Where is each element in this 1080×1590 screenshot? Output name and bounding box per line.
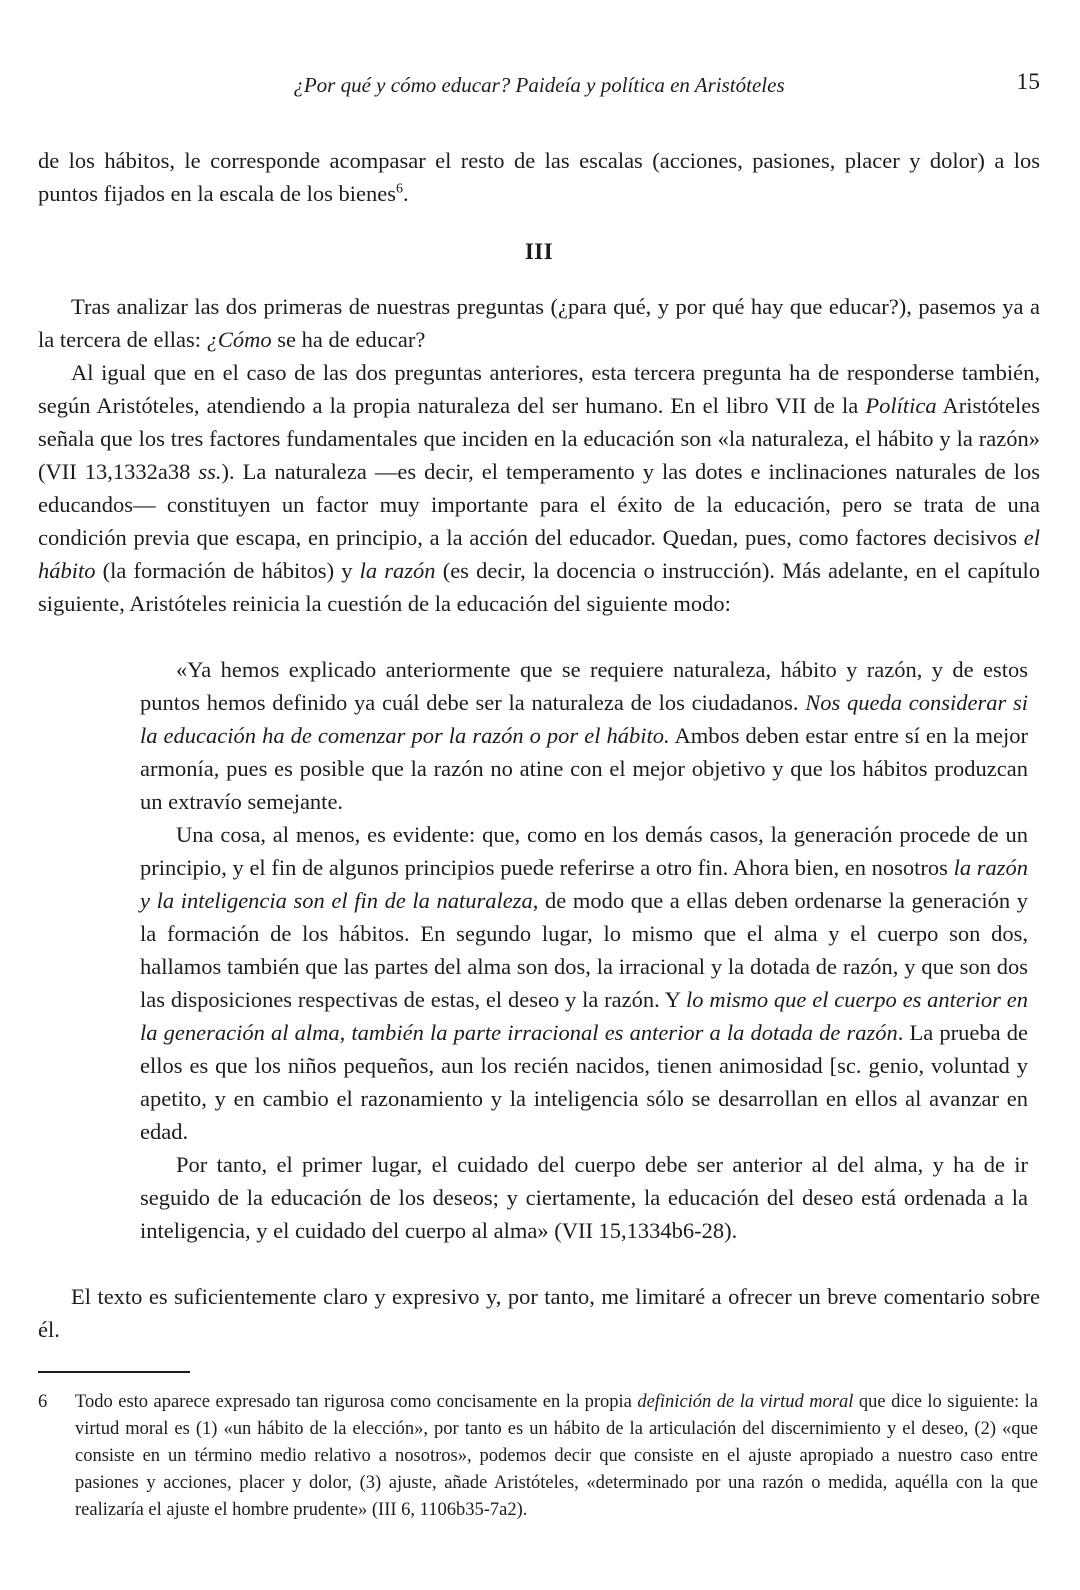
block-quote	[140, 653, 1028, 1247]
footnote-text: Todo esto aparece expresado tan rigurosa como concisamente en la propia definición de la virtud moral que dice lo siguiente: la virtud moral es (1) «un hábito de la elección», por tanto es un hábito de la articulación del discernimiento y el deseo, (2) «que consiste en un término medio relativo a nosotros», podemos decir que consiste en el ajuste apropiado a nuestro caso entre pasiones y acciones, placer y dolor, (3) ajuste, añade Aristóteles, «determinado por una razón o medida, aquélla con la que realizaría el ajuste el hombre prudente» (III 6, 1106b35-7a2).	[75, 1392, 1039, 1520]
footnote-number: 6	[38, 1392, 48, 1412]
footnote-area	[38, 1371, 1038, 1524]
quote-paragraph: Una cosa, al menos, es evidente: que, como en los demás casos, la generación procede de un principio, y el fin de algunos principios puede referirse a otro fin. Ahora bien, en nosotros la razón y la inteligencia son el fin de la naturaleza, de modo que a ellas deben ordenarse la generación y la formación de los hábitos. En segundo lugar, lo mismo que el alma y el cuerpo son dos, hallamos también que las partes del alma son dos, la irracional y la dotada de razón, y que son dos las disposiciones respectivas de estas, el deseo y la razón. Y lo mismo que el cuerpo es anterior en la generación al alma, también la parte irracional es anterior a la dotada de razón. La prueba de ellos es que los niños pequeños, aun los recién nacidos, tienen animosidad [sc. genio, voluntad y apetito, y en cambio el razonamiento y la inteligencia sólo se desarrollan en ellos al avanzar en edad.	[140, 822, 1029, 1144]
paragraph: Al igual que en el caso de las dos preguntas anteriores, esta tercera pregunta ha de responderse también, según Aristóteles, atendiendo a la propia naturaleza del ser humano. En el libro VII de la Política Aristóteles señala que los tres factores fundamentales que inciden en la educación son «la naturaleza, el hábito y la razón» (VII 13,1332a38 ss.). La naturaleza —es decir, el temperamento y las dotes e inclinaciones naturales de los educandos— constituyen un factor muy importante para el éxito de la educación, pero se trata de una condición previa que escapa, en principio, a la acción del educador. Quedan, pues, como factores decisivos el hábito (la formación de hábitos) y la razón (es decir, la docencia o instrucción). Más adelante, en el capítulo siguiente, Aristóteles reinicia la cuestión de la educación del siguiente modo:	[38, 360, 1040, 616]
page-number: 15	[1016, 69, 1040, 95]
paragraph: Tras analizar las dos primeras de nuestras preguntas (¿para qué, y por qué hay que educar?), pasemos ya a la tercera de ellas: ¿Cómo se ha de educar?	[38, 294, 1040, 352]
document-body	[38, 144, 1040, 1346]
paragraph-continuation: de los hábitos, le corresponde acompasar el resto de las escalas (acciones, pasiones, placer y dolor) a los puntos fijados en la escala de los bienes$^6$.	[38, 148, 1040, 206]
page-header	[38, 69, 1040, 98]
quote-paragraph: Por tanto, el primer lugar, el cuidado del cuerpo debe ser anterior al del alma, y ha de ir seguido de la educación de los deseos; y ciertamente, la educación del deseo está ordenada a la inteligencia, y el cuidado del cuerpo al alma» (VII 15,1334b6-28).	[140, 1152, 1028, 1243]
paragraph-closing: El texto es suficientemente claro y expresivo y, por tanto, me limitaré a ofrecer un breve comentario sobre él.	[38, 1284, 1040, 1342]
running-title: ¿Por qué y cómo educar? Paideía y política en Aristóteles	[293, 73, 785, 97]
quote-paragraph: «Ya hemos explicado anteriormente que se requiere naturaleza, hábito y razón, y de estos puntos hemos definido ya cuál debe ser la naturaleza de los ciudadanos. Nos queda considerar si la educación ha de comenzar por la razón o por el hábito. Ambos deben estar entre sí en la mejor armonía, pues es posible que la razón no atine con el mejor objetivo y que los hábitos produzcan un extravío semejante.	[140, 657, 1029, 814]
footnote	[38, 1389, 1038, 1524]
footnote-separator-rule	[38, 1371, 190, 1373]
section-heading: III	[524, 239, 554, 264]
